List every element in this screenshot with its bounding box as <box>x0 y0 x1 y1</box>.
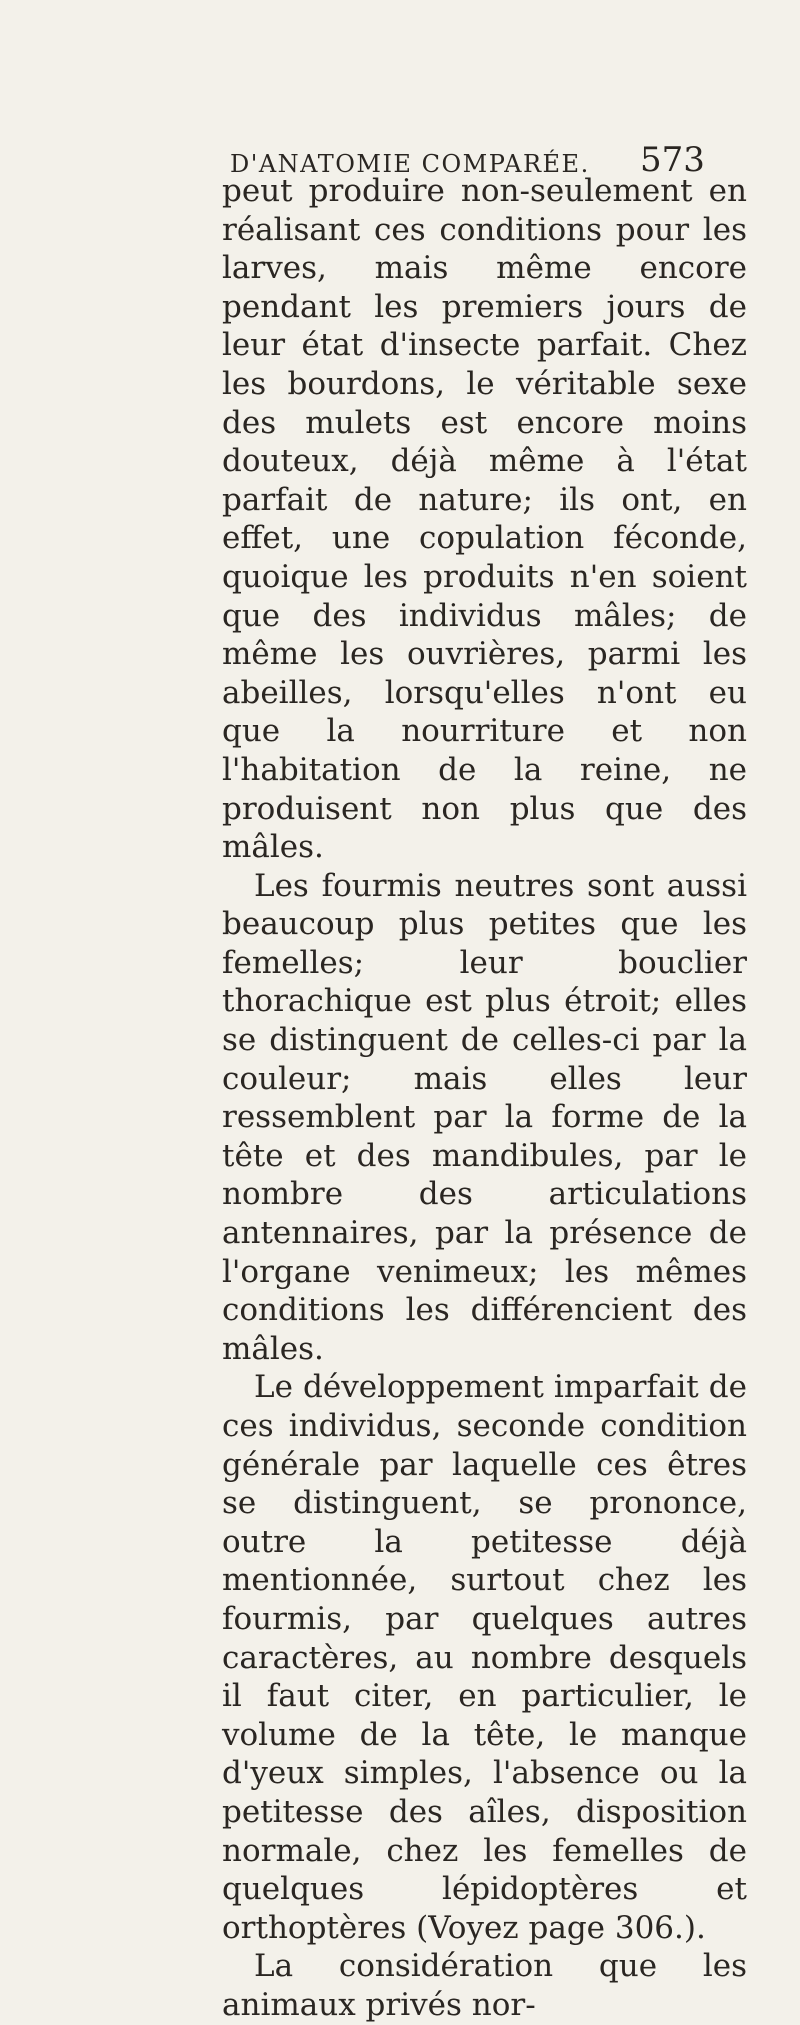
paragraph-3: Le développement imparfait de ces individus, seconde condition générale par laquelle ces êtres se distinguent, se prononce, outre la petitesse déjà mentionnée, surtout chez les fourmis, par quelques autres caractères, au nombre desquels il faut citer, en particulier, le volume de la tête, le manque d'yeux simples, l'absence ou la petitesse des aîles, disposition normale, chez les femelles de quelques lépidoptères et orthoptères (Voyez page 306.). <box>222 1369 747 1946</box>
paragraph-2: Les fourmis neutres sont aussi beaucoup plus petites que les femelles; leur bouclier thorachique est plus étroit; elles se distinguent de celles-ci par la couleur; mais elles leur ressemblent par la forme de la tête et des mandibules, par le nombre des articulations antennaires, par la présence de l'organe venimeux; les mêmes conditions les différencient des mâles. <box>222 867 747 1367</box>
paragraph-4: La considération que les animaux privés nor- <box>222 1948 747 2023</box>
paragraph-1: peut produire non-seulement en réalisant ces conditions pour les larves, mais même encore pendant les premiers jours de leur état d'insecte parfait. Chez les bourdons, le véritable sexe des mulets est encore moins douteux, déjà même à l'état parfait de nature; ils ont, en effet, une copulation féconde, quoique les produits n'en soient que des individus mâles; de même les ouvrières, parmi les abeilles, lorsqu'elles n'ont eu que la nourriture et non l'habitation de la reine, ne produisent non plus que des mâles. <box>222 173 747 866</box>
page-number: 573 <box>640 140 705 180</box>
running-header: D'ANATOMIE COMPARÉE. <box>230 150 590 178</box>
page-body <box>222 172 747 2025</box>
